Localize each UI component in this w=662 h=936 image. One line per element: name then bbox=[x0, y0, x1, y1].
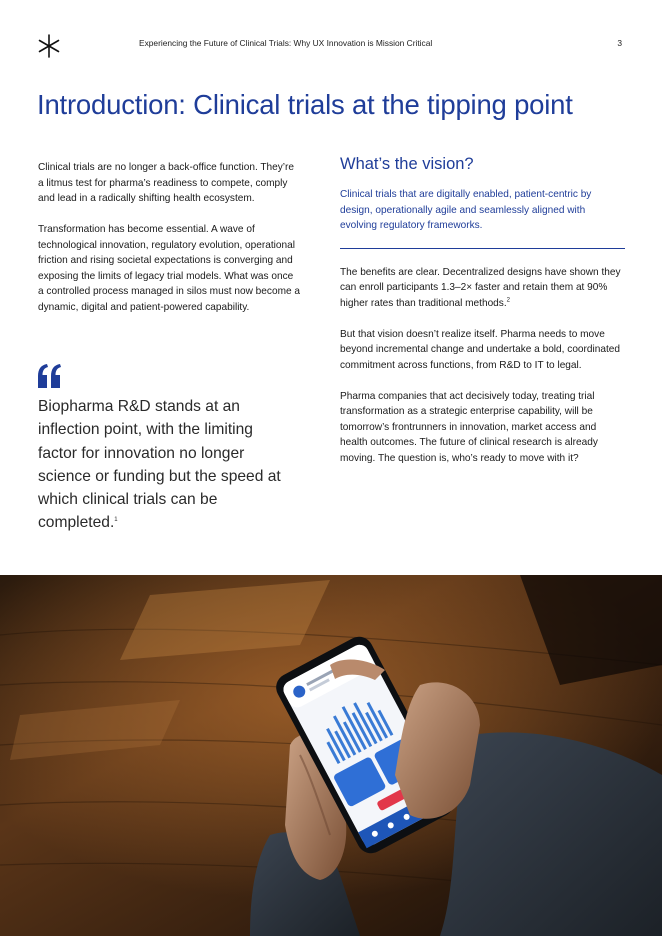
vision-paragraph-3: Pharma companies that act decisively today, treating trial transformation as a strategic enterprise capability, will be tomorrow’s frontrunners in innovation, market access and health outcomes. The future of clinical research is already moving. The question is, who’s ready to move with it? bbox=[340, 390, 598, 464]
vision-paragraph-1-text: The benefits are clear. Decentralized designs have shown they can enroll participants 1.3–2× faster and retain them at 90% higher rates than traditional methods. bbox=[340, 266, 621, 309]
vision-heading: What’s the vision? bbox=[340, 155, 474, 173]
page-number: 3 bbox=[617, 38, 622, 48]
vision-paragraph-2: But that vision doesn’t realize itself. Pharma needs to move beyond incremental change and undertake a bold, coordinated commitment across functions, from R&D to IT to legal. bbox=[340, 328, 621, 371]
pull-quote bbox=[38, 395, 283, 535]
quote-mark-icon bbox=[37, 363, 63, 389]
intro-paragraph-1: Clinical trials are no longer a back-office function. They’re a litmus test for pharma’s readiness to compete, comply and lead in a radically shifting health ecosystem. bbox=[38, 162, 295, 204]
intro-column bbox=[38, 160, 300, 331]
page-title: Introduction: Clinical trials at the tipping point bbox=[37, 89, 573, 120]
intro-paragraph-2: Transformation has become essential. A wave of technological innovation, regulatory evolution, operational friction and rising societal expectations is converging and exposing the limits of legacy trial models. What was once a controlled process managed in silos must now become a dynamic, digital and patient-powered capability. bbox=[38, 224, 301, 313]
photo-hands-holding-phone bbox=[0, 575, 662, 936]
vision-callout: Clinical trials that are digitally enabled, patient-centric by design, operationally agile and seamlessly aligned with evolving regulatory frameworks. bbox=[340, 187, 625, 249]
vision-column bbox=[340, 155, 625, 482]
asterisk-logo-icon bbox=[37, 34, 61, 58]
pull-quote-text: Biopharma R&D stands at an inflection point, with the limiting factor for innovation no longer science or funding but the speed at which clinical trials can be completed. bbox=[38, 398, 281, 532]
footnote-ref-2: 2 bbox=[506, 297, 510, 304]
footnote-ref-1: 1 bbox=[114, 517, 118, 524]
vision-paragraph-1 bbox=[340, 265, 625, 312]
running-header-title: Experiencing the Future of Clinical Trials: Why UX Innovation is Mission Critical bbox=[139, 38, 433, 48]
